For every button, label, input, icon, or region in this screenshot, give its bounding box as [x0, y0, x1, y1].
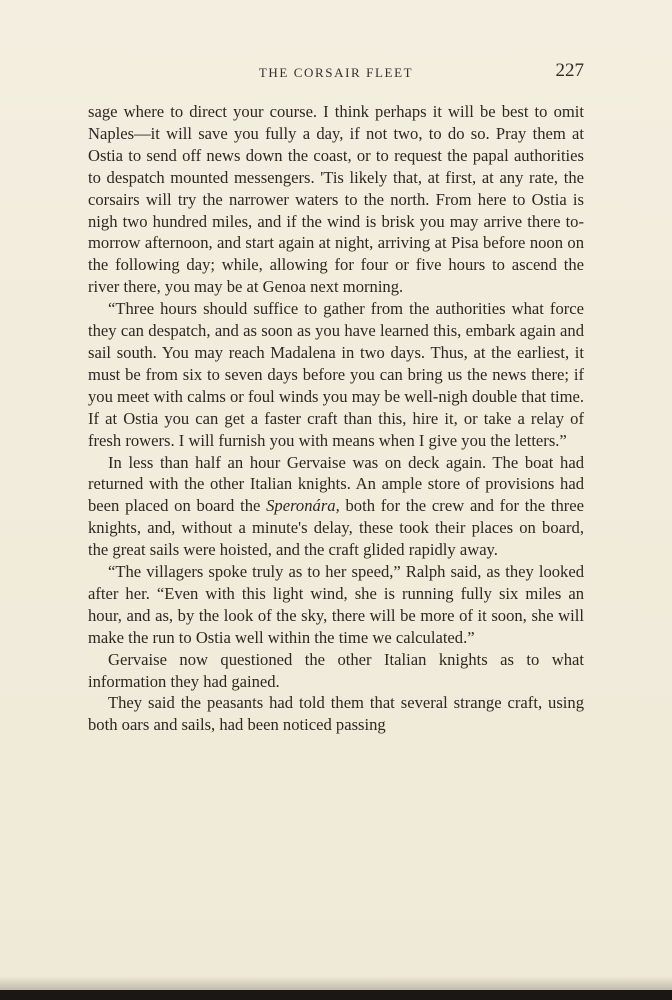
paragraph: They said the peasants had told them that several strange craft, using both oars and sails, had been noticed passing [88, 693, 584, 735]
paragraph-text: both for the crew and for the three knights, and, without a minute's delay, these took their places on board, the great sails were hoisted, and the craft glided rapidly away. [88, 496, 584, 560]
paragraph: “The villagers spoke truly as to her speed,” Ralph said, as they looked after her. “Even with this light wind, she is running fully six miles an hour, and as, by the look of the sky, there will be more of it soon, she will make the run to Ostia well within the time we calculated.” [88, 562, 584, 647]
body-text [88, 101, 584, 736]
page-number: 227 [555, 60, 584, 81]
page-bottom-shadow [0, 976, 672, 990]
paragraph: sage where to direct your course. I think perhaps it will be best to omit Naples—it will save you fully a day, if not two, to do so. Pray them at Ostia to send off news down the coast, or to request the papal authorities to despatch mounted messengers. 'Tis likely that, at first, at any rate, the corsairs will try the narrower waters to the north. From here to Ostia is nigh two hundred miles, and if the wind is brisk you may arrive there to-morrow afternoon, and start again at night, arriving at Pisa before noon on the following day; while, allowing for four or five hours to ascend the river there, you may be at Genoa next morning. [88, 102, 584, 297]
ship-name: Speronára, [266, 496, 340, 516]
paragraph: Gervaise now questioned the other Italian knights as to what information they had gained. [88, 649, 584, 691]
paragraph-text: In less than half an hour Gervaise was on deck again. The boat had returned with the other Italian knights. An ample store of provisions had been placed on board the [88, 452, 584, 516]
running-header [88, 60, 584, 86]
page-bottom-edge [0, 990, 672, 1000]
running-title: THE CORSAIR FLEET [258, 65, 414, 80]
paragraph: “Three hours should suffice to gather from the authorities what force they can despatch, and as soon as you have learned this, embark again and sail south. You may reach Madalena in two days. Thus, at the earliest, it must be from six to seven days before you can bring us the news there; if you meet with calms or foul winds you may be well-nigh double that time. If at Ostia you can get a faster craft than this, hire it, or take a relay of fresh rowers. I will furnish you with means when I give you the letters.” [88, 299, 584, 450]
paragraph [88, 452, 584, 562]
